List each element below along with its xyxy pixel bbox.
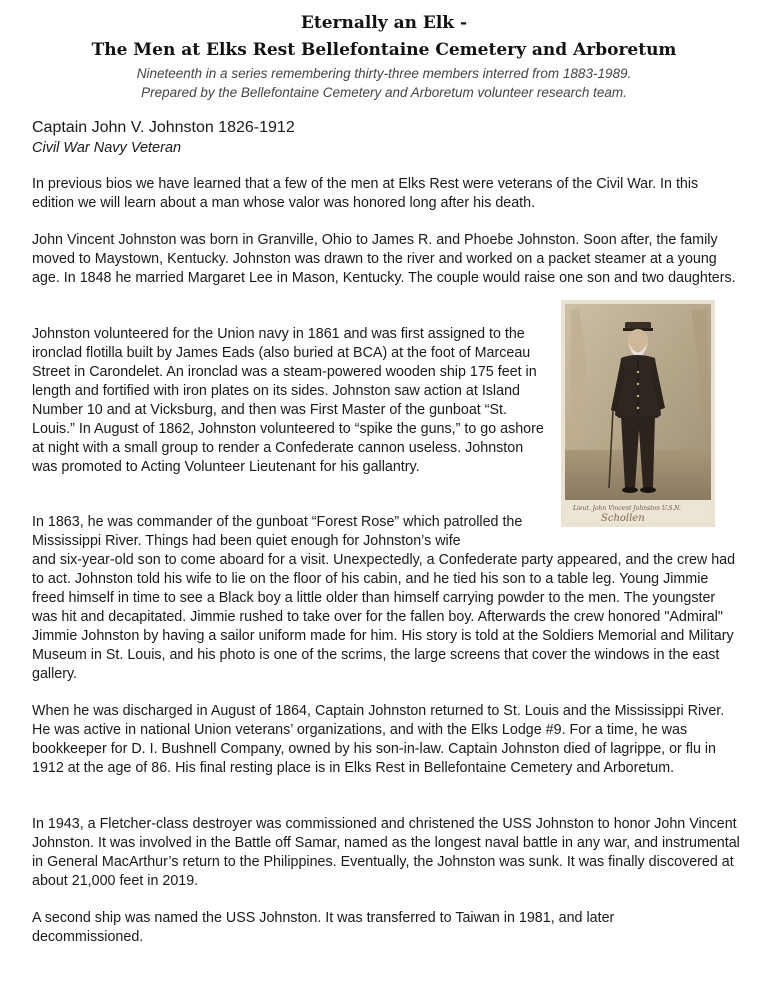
paragraph-later-life: When he was discharged in August of 1864, Captain Johnston returned to St. Louis and the Mississippi River. He was active in national Union veterans’ organizations, and with the Elks Lodge #9. For a time, he was bookkeeper for D. I. Bushnell Company, owned by his son-in-law. Captain Johnston died of lagrippe, or flu in 1912 at the age of 86. His final resting place is in Elks Rest in Bellefontaine Cemetery and Arboretum. bbox=[32, 703, 725, 776]
paragraph-second-ship: A second ship was named the USS Johnston. It was transferred to Taiwan in 1981, and later decommissioned. bbox=[32, 910, 615, 945]
portrait-photo-image bbox=[561, 300, 715, 527]
subject-name: Captain John V. Johnston 1826-1912 bbox=[32, 119, 295, 136]
document-header bbox=[0, 10, 768, 102]
series-subtitle-title: The Men at Elks Rest Bellefontaine Cemetery and Arboretum bbox=[91, 40, 677, 60]
paragraph-uss-johnston: In 1943, a Fletcher-class destroyer was commissioned and christened the USS Johnston to honor John Vincent Johnston. It was involved in the Battle off Samar, named as the longest naval battle in any war, and instrumental in General MacArthur’s return to the Philippines. Eventually, the Johnston was sunk. It was finally discovered at about 21,000 feet in 2019. bbox=[32, 816, 740, 889]
paragraph-early-life: John Vincent Johnston was born in Granville, Ohio to James R. and Phoebe Johnston. Soon after, the family moved to Maystown, Kentucky. Johnston was drawn to the river and worked on a packet steamer at a young age. In 1848 he married Margaret Lee in Mason, Kentucky. The couple would raise one son and two daughters. bbox=[32, 232, 736, 286]
subject-role: Civil War Navy Veteran bbox=[32, 140, 182, 156]
paragraph-forest-rose-continued: and six-year-old son to come aboard for a visit. Unexpectedly, a Confederate party appeared, and the crew had to act. Johnston told his wife to lie on the floor of his cabin, and he tied his son to a table leg. Young Jimmie freed himself in time to see a Black boy a little older than himself carrying powder to the men. The youngster was hit and decapitated. Jimmie rushed to take over for the fallen boy. Afterwards the crew honored "Admiral" Jimmie Johnston by having a sailor uniform made for him. His story is told at the Soldiers Memorial and Military Museum in St. Louis, and his photo is one of the scrims, the large screens that cover the windows in the east gallery. bbox=[32, 552, 736, 682]
photo-caption: Lieut. John Vincent Johnston U.S.N. bbox=[573, 505, 681, 512]
series-title: Eternally an Elk - bbox=[300, 13, 468, 33]
portrait-photo bbox=[561, 300, 715, 527]
paragraph-navy-service: Johnston volunteered for the Union navy in 1861 and was first assigned to the ironclad flotilla built by James Eads (also buried at BCA) at the foot of Marceau Street in Carondelet. An ironclad was a steam-powered wooden ship 175 feet in length and fortified with iron plates on its sides. Johnston saw action at Island Number 10 and at Vicksburg, and then was First Master of the gunboat “St. Louis.” In August of 1862, Johnston volunteered to “spike the guns,” to go ashore at night with a small group to render a Confederate cannon useless. Johnston was promoted to Acting Volunteer Lieutenant for his gallantry. bbox=[32, 326, 544, 475]
photo-studio-mark: Schollen bbox=[601, 513, 645, 524]
series-description: Nineteenth in a series remembering thirty-three members interred from 1883-1989. bbox=[136, 66, 632, 81]
paragraph-intro: In previous bios we have learned that a few of the men at Elks Rest were veterans of the Civil War. In this edition we will learn about a man whose valor was honored long after his death. bbox=[32, 176, 699, 211]
paragraph-forest-rose-start: In 1863, he was commander of the gunboat “Forest Rose” which patrolled the Mississippi River. Things had been quiet enough for Johnston’s wife bbox=[32, 514, 523, 549]
series-credit: Prepared by the Bellefontaine Cemetery and Arboretum volunteer research team. bbox=[141, 85, 627, 100]
